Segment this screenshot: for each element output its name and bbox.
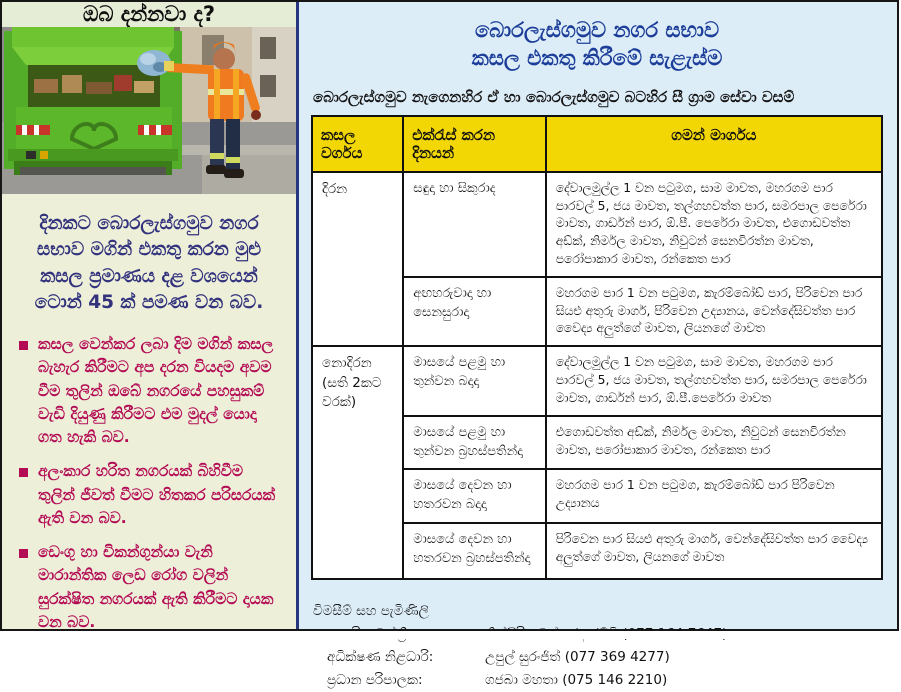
contact-value: උපුල් සුරංජිත් (077 369 4277) bbox=[485, 649, 670, 666]
benefit-item bbox=[15, 333, 283, 449]
contact-heading: විමසීම් සහ පැමිණිලි bbox=[313, 603, 429, 620]
garbage-truck-photo bbox=[2, 27, 296, 194]
benefit-text: කසල වෙන්කර ලබා දිම මගින් කසල බැහැර කිරීමට අප දරන වියදම අවම වීම තුලින් ඔබේ නගරයේ පහසුකම් වැඩි දියුණු කිරීමට එම මුදල් යොදා ගත හැකි බව. bbox=[38, 335, 274, 447]
days-cell: මාසයේ දෙවන හා හතරවන බදාදා bbox=[403, 469, 546, 523]
bullet-square-icon bbox=[19, 468, 28, 477]
route-cell: මහරගම පාර 1 වන පටුමග, කැරම්බෝඩ් පාර පිරිවෙන උද්‍යානය bbox=[546, 469, 882, 523]
table-row bbox=[312, 346, 882, 415]
waste-type-cell: නොදිරන (සති 2කට වරක්) bbox=[312, 346, 403, 579]
page-title-line2: කසල එකතු කිරීමේ සැළැස්ම bbox=[471, 46, 723, 71]
days-cell: මාසයේ පළමු හා තුන්වන බ්‍රහස්පතින්දා bbox=[403, 416, 546, 470]
header-route: ගමන් මාර්ගය bbox=[546, 116, 882, 172]
table-header-row bbox=[312, 116, 882, 172]
contact-row bbox=[327, 646, 883, 669]
route-cell: පිරිවෙන පාර සියළු අතුරු මාර්ග, වෙන්දේසිවත්ත පාර වෛද්‍ය අලුත්ගේ මාවත, ලියනගේ මාවත bbox=[546, 523, 882, 579]
collection-schedule-table bbox=[311, 115, 883, 580]
header-collection-days: එක්රැස් කරන දිනයන් bbox=[403, 116, 546, 172]
contact-role: ප්‍රධාන පරිපාලක: bbox=[327, 671, 423, 688]
days-cell: අඟහරුවාදා හා සෙනසුරාදා bbox=[403, 277, 546, 346]
benefit-text: අලංකාර හරිත නගරයක් බිහිවීම තුලින් ජීවත් වීමට හිතකර පරිසරයක් ඇති වන බව. bbox=[38, 462, 276, 527]
route-cell: දේවාලමුල්ල 1 වන පටුමග, සාම මාවත, මහරගම පාර පාරවල් 5, ජය මාවත, තල්ගහවත්ත පාර, සමරපාල පෙරේරා මාවත, ගාර්ඩන් පාර, ඕ.පී.පෙරේරා මාවත bbox=[546, 346, 882, 415]
route-cell: එගොඩවත්ත අඩ්ක්, නිර්මල මාවත, නිවුටන් සෙනවිරත්න මාවත, පරෝපාකාර මාවත, රන්කෙත පාර bbox=[546, 416, 882, 470]
days-cell: මාසයේ දෙවන හා හතරවන බ්‍රහස්පතින්දා bbox=[403, 523, 546, 579]
contact-row bbox=[327, 669, 883, 692]
benefit-item bbox=[15, 460, 283, 530]
contact-role: අධික්ෂණ නිළධාරි: bbox=[327, 649, 434, 666]
route-cell: දේවාලමුල්ල 1 වන පටුමග, සාම මාවත, මහරගම පාර පාරවල් 5, ජය මාවත, තල්ගහවත්ත පාර, සමරපාල පෙරේරා මාවත, ගාර්ඩන් පාර, ඕ.පී. පෙරේරා මාවත, එගොඩවත්ත අඩ්ක්, නිර්මල මාවත, නිවුටන් සෙනවිරත්න මාවත, පරෝපාකාර මාවත, රන්කෙත පාර bbox=[546, 172, 882, 277]
bullet-square-icon bbox=[19, 549, 28, 558]
collection-amount-text: දිනකට බොරලැස්ගමුව නගර සභාව මගින් එකතු කරන මුළු කසල ප්‍රමාණය දළ වශයෙන් ටොන් 45 ක් පමණ වන බව. bbox=[34, 213, 264, 313]
route-cell: මහරගම පාර 1 වන පටුමග, කැරම්බෝඩ් පාර, පිරිවෙන පාර සියළු අතුරු මාර්ග, පිරිවෙන උද්‍යානය, වෙන්දේසිවත්ත පාර වෛද්‍ය අලුත්ගේ මාවත, ලියනගේ මාවත bbox=[546, 277, 882, 346]
left-panel-title: ඔබ දන්නවා ද? bbox=[2, 2, 296, 27]
left-panel-body bbox=[2, 194, 296, 653]
table-row bbox=[312, 172, 882, 277]
right-panel bbox=[299, 2, 897, 688]
header-waste-type: කසල වර්ගය bbox=[312, 116, 403, 172]
left-panel bbox=[2, 2, 296, 629]
days-cell: සඳුදා හා සිකුරාද bbox=[403, 172, 546, 277]
contact-value: ගජබා මහතා (075 146 2210) bbox=[485, 671, 668, 688]
bullet-square-icon bbox=[19, 341, 28, 350]
page-title bbox=[311, 16, 883, 73]
days-cell: මාසයේ පළමු හා තුන්වන බදාදා bbox=[403, 346, 546, 415]
coverage-subtitle: බොරලැස්ගමුව නැගෙනහිර ඒ හා බොරලැස්ගමුව බටහිර සී ග්‍රාම සේවා වසම් bbox=[313, 87, 795, 106]
bottom-margin-strip bbox=[0, 631, 901, 639]
waste-type-cell: දිරන bbox=[312, 172, 403, 347]
benefit-text: ඩෙංගු හා චිකන්ගුන්යා වැනි මාරාන්තික ලෙඩ රෝග වලින් සුරක්ෂිත නගරයක් ඇති කිරීමට දායක වන බව. bbox=[38, 543, 274, 631]
page-title-line1: බොරලැස්ගමුව නගර සභාව bbox=[474, 18, 720, 42]
benefit-item bbox=[15, 541, 283, 634]
contact-section bbox=[311, 600, 883, 692]
